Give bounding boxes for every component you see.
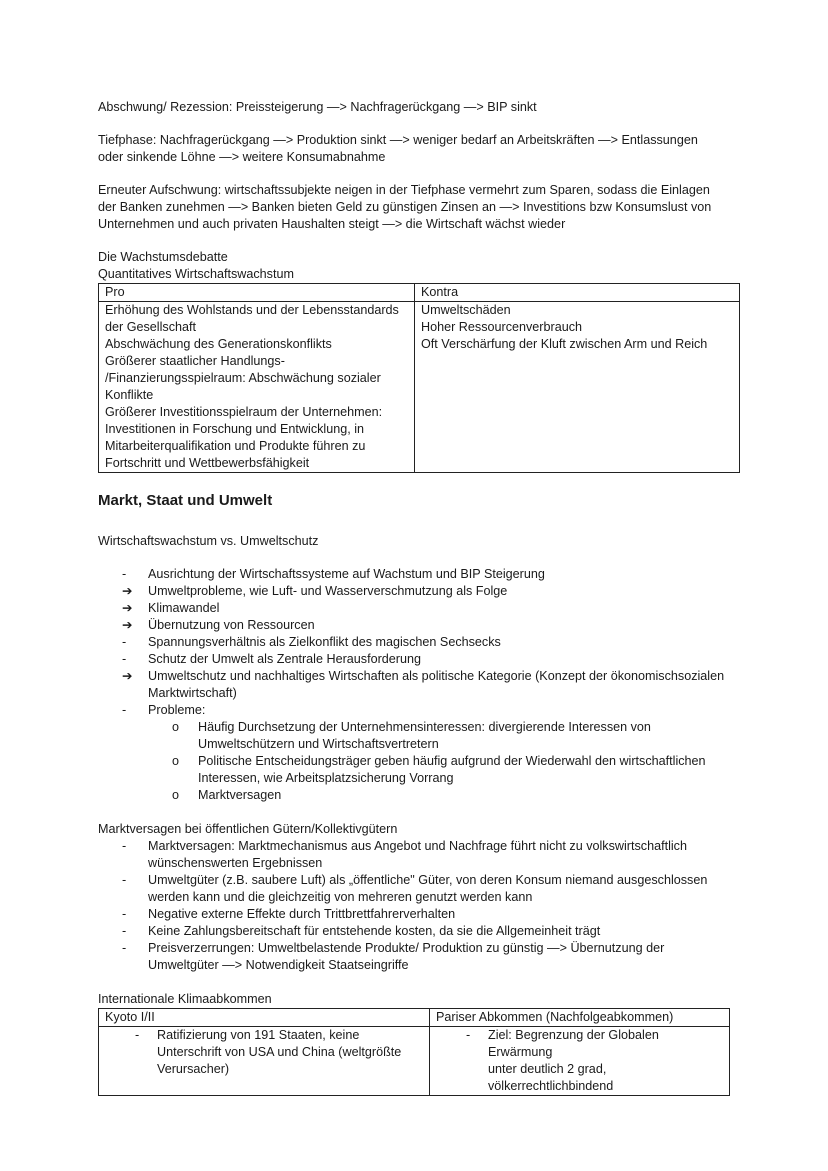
umwelt-list bbox=[98, 566, 740, 804]
pro-line: Erhöhung des Wohlstands und der Lebensstandards bbox=[105, 303, 399, 317]
kontra-line: Hoher Ressourcenverbrauch bbox=[421, 320, 583, 334]
table-header-row bbox=[99, 284, 740, 302]
pro-cell bbox=[99, 302, 415, 473]
pro-line: Konflikte bbox=[105, 388, 154, 402]
column-header-kyoto: Kyoto I/II bbox=[99, 1009, 430, 1027]
list-item: - Keine Zahlungsbereitschaft für entstehende kosten, da sie die Allgemeinheit trägt bbox=[122, 924, 601, 938]
kontra-line: Oft Verschärfung der Kluft zwischen Arm und Reich bbox=[421, 337, 708, 351]
dash-bullet: - bbox=[122, 924, 127, 938]
pro-line: Mitarbeiterqualifikation und Produkte führen zu bbox=[105, 439, 366, 453]
kontra-cell bbox=[415, 302, 740, 473]
list-item: o Politische Entscheidungsträger geben häufig aufgrund der Wiederwahl den wirtschaftlichen Interessen, wie Arbeitsplatzsicherung Vorrang bbox=[172, 754, 706, 785]
arrow-icon: ➔ bbox=[122, 618, 133, 632]
list-item: - Marktversagen: Marktmechanismus aus Angebot und Nachfrage führt nicht zu volkswirtschaftlich wünschenswerten Ergebnissen bbox=[122, 839, 687, 870]
list-item: - Preisverzerrungen: Umweltbelastende Produkte/ Produktion zu günstig —> Übernutzung der Umweltgüter —> Notwendigkeit Staatseingriffe bbox=[122, 941, 665, 972]
pro-line: Größerer staatlicher Handlungs- bbox=[105, 354, 285, 368]
pro-line: /Finanzierungsspielraum: Abschwächung sozialer bbox=[105, 371, 381, 385]
column-header-pro: Pro bbox=[99, 284, 415, 302]
wachstum-subtitle: Quantitatives Wirtschaftswachstum bbox=[98, 267, 294, 281]
dash-bullet: - bbox=[122, 839, 127, 853]
list-item: - Ziel: Begrenzung der Globalen Erwärmung unter deutlich 2 grad, völkerrechtlichbindend bbox=[466, 1028, 659, 1093]
column-header-paris: Pariser Abkommen (Nachfolgeabkommen) bbox=[430, 1009, 730, 1027]
dash-bullet: - bbox=[122, 941, 127, 955]
section-heading: Markt, Staat und Umwelt bbox=[98, 492, 273, 509]
arrow-icon: ➔ bbox=[122, 669, 133, 683]
list-item: - Spannungsverhältnis als Zielkonflikt des magischen Sechsecks bbox=[122, 635, 501, 649]
dash-bullet: - bbox=[122, 635, 127, 649]
klima-table bbox=[98, 1008, 730, 1096]
wachstum-table bbox=[98, 283, 740, 473]
circle-bullet: o bbox=[172, 754, 180, 768]
pro-line: Größerer Investitionsspielraum der Unternehmen: bbox=[105, 405, 383, 419]
umwelt-title: Wirtschaftswachstum vs. Umweltschutz bbox=[98, 534, 319, 548]
column-header-kontra: Kontra bbox=[415, 284, 740, 302]
circle-bullet: o bbox=[172, 720, 180, 734]
dash-bullet: - bbox=[466, 1028, 471, 1042]
marktversagen-list bbox=[98, 838, 740, 974]
pro-line: Abschwächung des Generationskonflikts bbox=[105, 337, 332, 351]
list-item: o Häufig Durchsetzung der Unternehmensinteressen: divergierende Interessen von Umweltschützern und Wirtschaftsvertretern bbox=[172, 720, 651, 751]
list-item: ➔ Umweltprobleme, wie Luft- und Wasserverschmutzung als Folge bbox=[122, 584, 508, 598]
pro-line: Fortschritt und Wettbewerbsfähigkeit bbox=[105, 456, 310, 470]
list-item: - Umweltgüter (z.B. saubere Luft) als „öffentliche" Güter, von deren Konsum niemand ausgeschlossen werden kann und die gleichzeitig von mehreren genutzt werden kann bbox=[122, 873, 708, 904]
dash-bullet: - bbox=[122, 652, 127, 666]
dash-bullet: - bbox=[135, 1028, 140, 1042]
table-row bbox=[99, 1027, 730, 1096]
dash-bullet: - bbox=[122, 703, 127, 717]
paragraph-aufschwung: Erneuter Aufschwung: wirtschaftssubjekte neigen in der Tiefphase vermehrt zum Sparen, sodass die Einlagen der Banken zunehmen —> Banken bieten Geld zu günstigen Zinsen an —> Investitions bzw Konsumslust von Unternehmen und auch privaten Haushalten steigt —> die Wirtschaft wächst wieder bbox=[98, 183, 712, 231]
dash-bullet: - bbox=[122, 873, 127, 887]
kontra-line: Umweltschäden bbox=[421, 303, 511, 317]
list-item: - Negative externe Effekte durch Trittbrettfahrerverhalten bbox=[122, 907, 456, 921]
list-item: - Schutz der Umwelt als Zentrale Herausforderung bbox=[122, 652, 421, 666]
arrow-icon: ➔ bbox=[122, 601, 133, 615]
list-item: ➔ Umweltschutz und nachhaltiges Wirtschaften als politische Kategorie (Konzept der ökonomischsozialen Marktwirtschaft) bbox=[122, 669, 725, 700]
marktversagen-title: Marktversagen bei öffentlichen Gütern/Kollektivgütern bbox=[98, 822, 398, 836]
document-page bbox=[98, 99, 740, 1096]
list-item: ➔ Übernutzung von Ressourcen bbox=[122, 618, 315, 632]
paris-cell bbox=[430, 1027, 730, 1096]
dash-bullet: - bbox=[122, 567, 127, 581]
list-item: - Ausrichtung der Wirtschaftssysteme auf Wachstum und BIP Steigerung bbox=[122, 567, 545, 581]
table-row bbox=[99, 302, 740, 473]
list-item: ➔ Klimawandel bbox=[122, 601, 220, 615]
kyoto-cell bbox=[99, 1027, 430, 1096]
list-item: - Ratifizierung von 191 Staaten, keine Unterschrift von USA und China (weltgrößte Verursacher) bbox=[135, 1028, 402, 1076]
pro-line: Investitionen in Forschung und Entwicklung, in bbox=[105, 422, 365, 436]
paragraph-abschwung: Abschwung/ Rezession: Preissteigerung —> Nachfragerückgang —> BIP sinkt bbox=[98, 100, 537, 114]
problems-list bbox=[98, 719, 740, 804]
paragraph-tiefphase: Tiefphase: Nachfragerückgang —> Produktion sinkt —> weniger bedarf an Arbeitskräften —> Entlassungen oder sinkende Löhne —> weitere Konsumabnahme bbox=[98, 133, 698, 164]
pro-line: der Gesellschaft bbox=[105, 320, 196, 334]
arrow-icon: ➔ bbox=[122, 584, 133, 598]
circle-bullet: o bbox=[172, 788, 180, 802]
table-header-row bbox=[99, 1009, 730, 1027]
klima-title: Internationale Klimaabkommen bbox=[98, 992, 272, 1006]
list-item: o Marktversagen bbox=[172, 788, 282, 802]
list-item: - Probleme: o Häufig Durchsetzung der Unternehmensinteressen: divergierende Interessen von Umweltschützern und Wirtschaftsvertretern o Politische Entscheidungsträger geben häufig aufgrund der Wiederwahl den wirtschaftlichen Interessen, wie Arbeitsplatzsicherung Vorrang o Marktversagen bbox=[98, 702, 740, 804]
wachstum-title: Die Wachstumsdebatte bbox=[98, 250, 228, 264]
dash-bullet: - bbox=[122, 907, 127, 921]
